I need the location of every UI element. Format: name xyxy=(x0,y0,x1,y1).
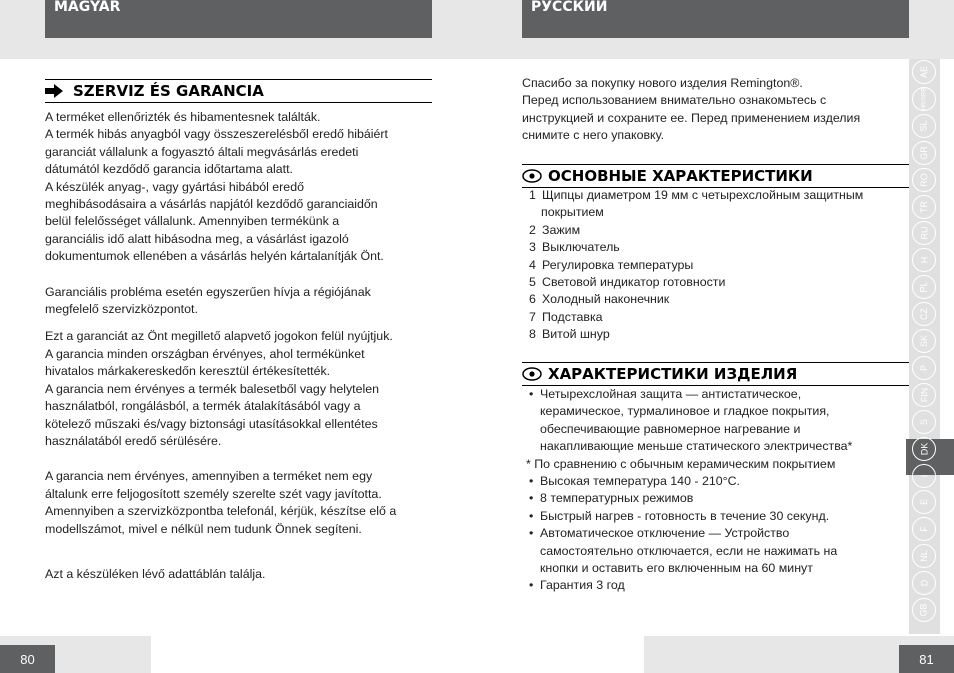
feature-item xyxy=(529,239,904,256)
intro-line: Перед использованием внимательно ознакомьтесь с xyxy=(522,93,827,108)
spec-item xyxy=(524,490,904,507)
spec-text: самостоятельно отключается, если не нажимать на xyxy=(540,543,838,558)
left-paragraph xyxy=(45,284,435,319)
language-code: PL xyxy=(918,281,929,293)
language-tab-nl[interactable] xyxy=(912,544,936,568)
feature-item xyxy=(529,291,904,308)
language-tab-i[interactable] xyxy=(912,464,936,488)
features-title xyxy=(522,164,909,188)
language-tab-gb[interactable] xyxy=(912,598,936,622)
specs-title-text: ХАРАКТЕРИСТИКИ ИЗДЕЛИЯ xyxy=(548,365,798,383)
spec-item xyxy=(524,386,904,403)
language-code: SL xyxy=(918,120,929,132)
spec-text: керамическое, турмалиновое и гладкое покрытия, xyxy=(540,404,830,419)
feature-text: Витой шнур xyxy=(542,327,610,342)
left-body xyxy=(45,109,435,583)
feature-text: Световой индикатор готовности xyxy=(542,275,726,290)
spec-item xyxy=(524,560,904,577)
bullet-icon: • xyxy=(529,508,534,523)
language-tab-hr-srb[interactable] xyxy=(912,87,936,111)
specs-title xyxy=(522,362,909,386)
feature-item xyxy=(529,309,904,326)
feature-text: Зажим xyxy=(542,222,581,237)
language-tab-d[interactable] xyxy=(912,571,936,595)
paragraph-line: meghibásodásaira a vásárlás napjától kezdődő garanciaidőn xyxy=(45,197,378,212)
specs-list xyxy=(524,386,904,595)
feature-item xyxy=(529,326,904,343)
spec-item xyxy=(524,508,904,525)
feature-text: Подставка xyxy=(542,309,603,324)
eye-icon xyxy=(522,367,542,381)
feature-number: 3 xyxy=(529,240,536,255)
features-list xyxy=(529,187,904,344)
intro-line: инструкцией и сохраните ее. Перед применением изделия xyxy=(522,110,861,125)
language-tab-ae[interactable] xyxy=(912,60,936,84)
language-tab-s[interactable] xyxy=(912,410,936,434)
paragraph-line: általunk erre feljogosított személy szerelte szét vagy javította. xyxy=(45,486,382,501)
spec-text: кнопки и оставить его включенным на 60 минут xyxy=(540,561,813,576)
paragraph-line: A készülék anyag-, vagy gyártási hibából eredő xyxy=(45,179,304,194)
paragraph-line: A termék hibás anyagból vagy összeszerelésből eredő hibáiért xyxy=(45,127,389,142)
language-code: D xyxy=(919,579,929,587)
features-title-text: ОСНОВНЫЕ ХАРАКТЕРИСТИКИ xyxy=(548,167,813,185)
left-section-title xyxy=(45,79,432,103)
language-code: F xyxy=(919,526,929,533)
page-number-left xyxy=(0,645,55,673)
language-code: AE xyxy=(918,65,929,79)
intro-line: Спасибо за покупку нового изделия Remington®. xyxy=(522,76,803,90)
spec-text: Автоматическое отключение — Устройство xyxy=(540,526,790,541)
paragraph-line: modellszámot, mivel e nélkül nem tudunk Önnek segíteni. xyxy=(45,521,362,536)
right-intro xyxy=(522,75,902,145)
language-tab-sk[interactable] xyxy=(912,329,936,353)
feature-text: Щипцы диаметром 19 мм с четырехслойным защитным xyxy=(542,188,864,202)
feature-text: Холодный наконечник xyxy=(542,292,670,307)
paragraph-line: dokumentumok ellenében a vásárlás helyén kártalanítják Önt. xyxy=(45,249,384,264)
left-paragraph xyxy=(45,468,435,538)
feature-text: покрытием xyxy=(541,205,604,220)
paragraph-line: Garanciális probléma esetén egyszerűen hívja a régiójának xyxy=(45,284,371,299)
language-tab-p[interactable] xyxy=(912,356,936,380)
paragraph-line: használatából eredő sérülésére. xyxy=(45,433,222,448)
paragraph-line: A garancia nem érvényes, amennyiben a terméket nem egy xyxy=(45,469,373,484)
bullet-icon: • xyxy=(529,387,534,401)
language-tab-dk[interactable] xyxy=(912,437,936,461)
spec-text: Быстрый нагрев - готовность в течение 30 секунд. xyxy=(540,508,830,523)
paragraph-line: A garancia minden országban érvényes, ahol termékünket xyxy=(45,346,365,361)
language-tab-cz[interactable] xyxy=(912,302,936,326)
language-code: P xyxy=(918,364,929,371)
paragraph-line: garanciális idő alatt hibásodna meg, a vásárlást igazoló xyxy=(45,231,349,246)
feature-item xyxy=(529,257,904,274)
paragraph-line: használatból, rongálásból, a termék átalakításából vagy a xyxy=(45,399,361,414)
spec-item xyxy=(524,543,904,560)
language-code: E xyxy=(918,499,929,506)
language-code: GB xyxy=(918,603,929,617)
language-code: RO xyxy=(919,172,929,187)
page-number-left-text: 80 xyxy=(20,651,35,667)
left-paragraph xyxy=(45,566,435,583)
language-code: GR xyxy=(919,145,929,160)
feature-item xyxy=(529,204,904,221)
paragraph-line: Amennyiben a szervizközpontba telefonál, kérjük, készítse elő a xyxy=(45,504,397,519)
feature-text: Выключатель xyxy=(542,240,620,255)
page-number-right xyxy=(899,645,954,673)
language-code: RU xyxy=(919,226,929,240)
language-tab-pl[interactable] xyxy=(912,275,936,299)
language-code: SK xyxy=(918,334,929,348)
language-code: H xyxy=(919,257,929,264)
feature-number: 4 xyxy=(529,257,536,272)
feature-number: 2 xyxy=(529,222,536,237)
feature-item xyxy=(529,222,904,239)
language-tab-fin[interactable] xyxy=(912,383,936,407)
language-code: I xyxy=(918,474,929,477)
paragraph-line: belül felelősséget vállalunk. Amennyiben termékünk a xyxy=(45,214,340,229)
spec-text: накапливающие меньше статического электричества* xyxy=(540,439,853,454)
page-number-right-text: 81 xyxy=(919,651,934,667)
paragraph-line: dátumától kezdődő garancia időtartama alatt. xyxy=(45,162,293,177)
feature-text: Регулировка температуры xyxy=(542,257,694,272)
language-code: FIN xyxy=(919,387,929,403)
bullet-icon: • xyxy=(529,491,534,506)
feature-item xyxy=(529,187,904,204)
bullet-icon: • xyxy=(529,578,534,593)
feature-number: 1 xyxy=(529,188,536,202)
language-code: NL xyxy=(918,550,929,562)
spec-text: Гарантия 3 год xyxy=(540,578,625,593)
arrow-right-icon xyxy=(45,84,63,98)
spec-item xyxy=(524,473,904,490)
left-paragraph xyxy=(45,109,435,266)
header-right-title: РУССКИЙ xyxy=(531,0,608,15)
feature-item xyxy=(529,274,904,291)
feature-number: 8 xyxy=(529,327,536,342)
language-code: S xyxy=(918,418,929,425)
bullet-icon: • xyxy=(529,474,534,489)
paragraph-line: megfelelő szervizközpontot. xyxy=(45,302,198,317)
eye-icon xyxy=(522,169,542,183)
paragraph-line: Ezt a garanciát az Önt megillető alapvető jogokon felül nyújtjuk. xyxy=(45,329,393,344)
language-tab-tr[interactable] xyxy=(912,195,936,219)
spec-text: 8 температурных режимов xyxy=(540,491,694,506)
left-paragraph xyxy=(45,328,435,450)
paragraph-line: A terméket ellenőrizték és hibamentesnek találták. xyxy=(45,110,321,124)
spec-text: Высокая температура 140 - 210°C. xyxy=(540,474,740,489)
paragraph-line: garanciát vállalunk a fogyasztó általi megvásárlás eredeti xyxy=(45,144,359,159)
bullet-icon: • xyxy=(529,526,534,541)
spec-item xyxy=(524,577,904,594)
language-code: TR xyxy=(919,200,929,213)
feature-number: 7 xyxy=(529,309,536,324)
language-code: DK xyxy=(918,442,929,455)
spec-item xyxy=(524,525,904,542)
language-code: CZ xyxy=(919,308,929,321)
left-section-title-text: SZERVIZ ÉS GARANCIA xyxy=(73,82,264,100)
feature-number: 5 xyxy=(529,275,536,290)
language-code: HR/SRB xyxy=(921,87,928,111)
paragraph-line: kötelező műszaki és/vagy biztonsági utasításokkal ellentétes xyxy=(45,416,378,431)
spec-text: обеспечивающие равномерное нагревание и xyxy=(540,421,801,436)
language-tab-ro[interactable] xyxy=(912,168,936,192)
header-left-title: MAGYAR xyxy=(54,0,121,15)
spec-item xyxy=(524,421,904,438)
header-right xyxy=(522,0,909,38)
language-tab-gr[interactable] xyxy=(912,141,936,165)
feature-number: 6 xyxy=(529,292,536,307)
header-left xyxy=(45,0,432,38)
spec-footnote: * По сравнению с обычным керамическим покрытием xyxy=(526,456,836,471)
spec-text: Четырехслойная защита — антистатическое, xyxy=(540,387,802,401)
paragraph-line: Azt a készüléken lévő adattáblán találja. xyxy=(45,566,266,581)
spec-item xyxy=(524,438,904,455)
paragraph-line: hivatalos márkakereskedőn keresztül értékesítették. xyxy=(45,364,331,379)
spec-item xyxy=(524,403,904,420)
paragraph-line: A garancia nem érvényes a termék balesetből vagy helytelen xyxy=(45,381,380,396)
language-tab-sl[interactable] xyxy=(912,114,936,138)
intro-line: снимите с него упаковку. xyxy=(522,128,665,143)
